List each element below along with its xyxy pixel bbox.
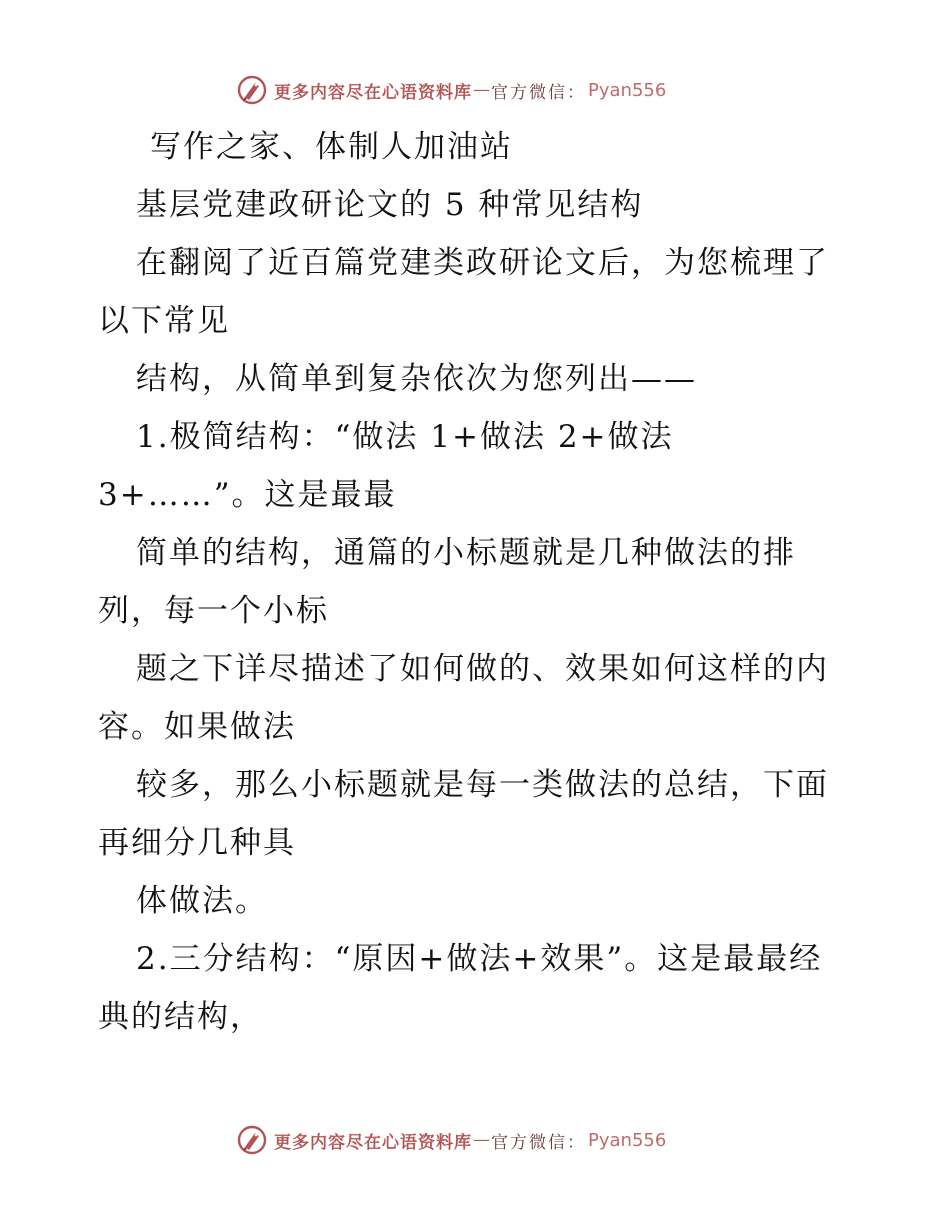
document-line: 列，每一个小标	[98, 593, 329, 629]
banner-slogan: 更多内容尽在心语资料库	[274, 1132, 472, 1153]
document-line: 以下常见	[98, 303, 230, 339]
document-line: 2.三分结构：“原因+做法+效果”。这是最最经	[136, 941, 823, 977]
document-title: 基层党建政研论文的 5 种常见结构	[136, 187, 644, 223]
document-line: 典的结构，	[98, 999, 263, 1035]
banner-wechat-id: Pyan556	[588, 1129, 667, 1151]
document-line: 题之下详尽描述了如何做的、效果如何这样的内	[136, 651, 829, 687]
banner-wechat-id: Pyan556	[588, 79, 667, 101]
banner-dash: —	[473, 80, 490, 100]
banner-slogan: 更多内容尽在心语资料库	[274, 82, 472, 103]
footer-banner	[236, 1122, 756, 1158]
header-banner	[236, 72, 756, 108]
banner-official-label: 官方微信：	[491, 1132, 586, 1153]
document-line: 较多，那么小标题就是每一类做法的总结，下面	[136, 767, 829, 803]
document-body	[98, 118, 858, 1046]
pen-nib-logo-icon	[236, 74, 268, 106]
document-line: 在翻阅了近百篇党建类政研论文后，为您梳理了	[136, 245, 829, 281]
document-line: 结构，从简单到复杂依次为您列出——	[136, 361, 697, 397]
document-line: 3+……”。这是最最	[98, 477, 397, 513]
document-line: 简单的结构，通篇的小标题就是几种做法的排	[136, 535, 796, 571]
pen-nib-logo-icon	[236, 1124, 268, 1156]
document-line: 体做法。	[136, 883, 268, 919]
banner-dash: —	[473, 1130, 490, 1150]
banner-official-label: 官方微信：	[491, 82, 586, 103]
document-line: 写作之家、体制人加油站	[150, 129, 513, 165]
document-line: 1.极简结构：“做法 1+做法 2+做法	[136, 419, 674, 455]
document-line: 再细分几种具	[98, 825, 296, 861]
document-line: 容。如果做法	[98, 709, 296, 745]
